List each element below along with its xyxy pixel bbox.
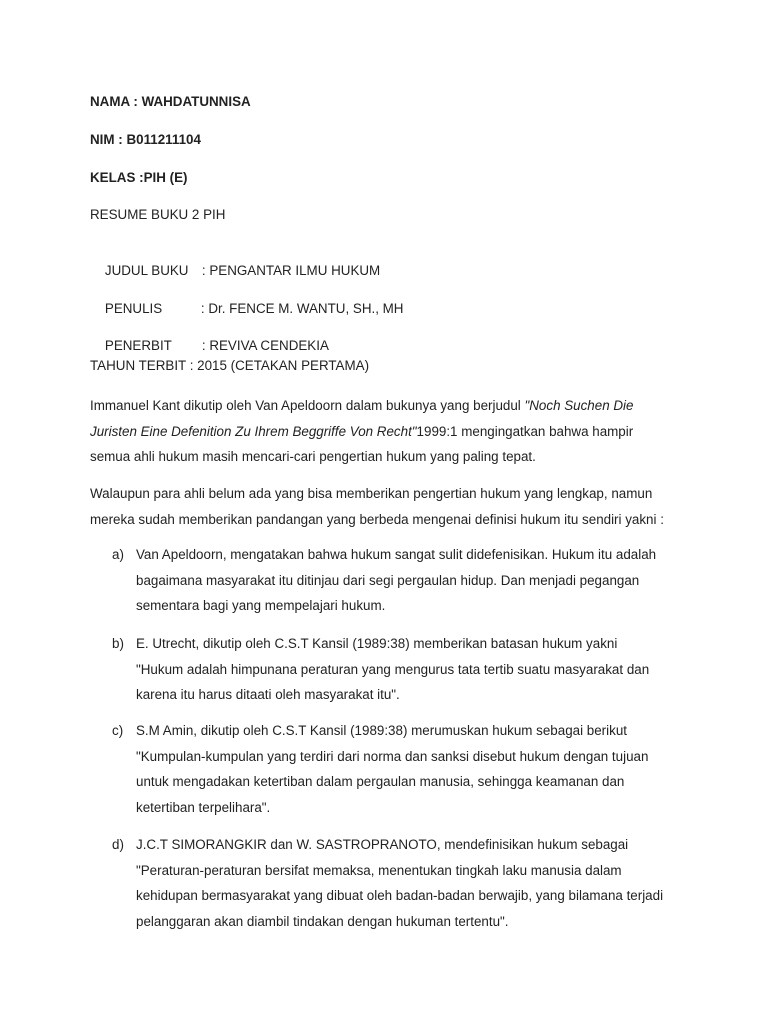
list-marker: a) [112,547,124,562]
definition-line: sementara bagi yang mempelajari hukum. [136,598,386,613]
list-marker: d) [112,837,124,852]
definition-text [136,832,681,934]
book-title-quote-start: "Noch Suchen Die [524,398,634,413]
student-name: NAMA : WAHDATUNNISA [90,94,251,109]
definition-line: ketertiban terpelihara". [136,799,271,815]
definition-line: "Kumpulan-kumpulan yang terdiri dari norma dan sanksi disebut hukum dengan tujuan [136,748,649,764]
book-title-label: JUDUL BUKU [104,263,189,278]
intro-line-1 [90,393,690,419]
definition-text [136,631,681,708]
intro-paragraph [90,393,690,470]
book-title-value: : PENGANTAR ILMU HUKUM [201,263,381,278]
publisher-label: PENERBIT [104,338,172,353]
author-value: : Dr. FENCE M. WANTU, SH., MH [200,301,404,316]
definition-line: "Hukum adalah himpunana peraturan yang mengurus tata tertib suatu masyarakat dan [136,661,650,677]
definition-line: untuk mengadakan ketertiban dalam pergaulan manusia, sehingga keamanan dan [136,774,625,789]
intro-line-1-text: Immanuel Kant dikutip oleh Van Apeldoorn dalam bukunya yang berjudul [90,398,525,413]
context-line-1: Walaupun para ahli belum ada yang bisa memberikan pengertian hukum yang lengkap, namun [90,486,653,501]
definition-line: pelanggaran akan diambil tindakan dengan hukuman tertentu". [136,913,509,929]
definition-line: karena itu harus ditaati oleh masyarakat itu". [136,687,400,702]
list-marker: b) [112,636,124,651]
student-nim: NIM : B011211104 [90,132,201,147]
student-class: KELAS :PIH (E) [90,170,188,185]
context-paragraph [90,481,690,532]
publish-year: TAHUN TERBIT : 2015 (CETAKAN PERTAMA) [90,358,370,373]
resume-title: RESUME BUKU 2 PIH [90,207,226,222]
definition-line: J.C.T SIMORANGKIR dan W. SASTROPRANOTO, mendefinisikan hukum sebagai [136,837,629,852]
intro-line-3: semua ahli hukum masih mencari-cari pengertian hukum yang paling tepat. [90,449,536,464]
definition-line: "Peraturan-peraturan bersifat memaksa, menentukan tingkah laku manusia dalam [136,862,622,878]
context-line-2: mereka sudah memberikan pandangan yang berbeda mengenai definisi hukum itu sendiri yakni : [90,511,664,527]
definition-line: S.M Amin, dikutip oleh C.S.T Kansil (1989:38) merumuskan hukum sebagai berikut [136,723,627,738]
list-marker: c) [112,723,124,738]
intro-line-2 [90,419,690,445]
definition-text [136,718,681,820]
definition-line: Van Apeldoorn, mengatakan bahwa hukum sangat sulit didefenisikan. Hukum itu adalah [136,547,657,562]
definition-line: bagaimana masyarakat itu ditinjau dari segi pergaulan hidup. Dan menjadi pegangan [136,572,640,588]
definition-line: E. Utrecht, dikutip oleh C.S.T Kansil (1989:38) memberikan batasan hukum yakni [136,636,618,651]
book-title-quote-end: Juristen Eine Defenition Zu Ihrem Beggriffe Von Recht" [90,423,417,439]
intro-line-2-text: 1999:1 mengingatkan bahwa hampir [416,423,634,439]
publisher-value: : REVIVA CENDEKIA [201,338,329,353]
definition-line: kehidupan bermasyarakat yang dibuat oleh badan-badan berwajib, yang bilamana terjadi [136,888,664,903]
author-label: PENULIS [104,301,163,316]
definition-text [136,542,681,619]
